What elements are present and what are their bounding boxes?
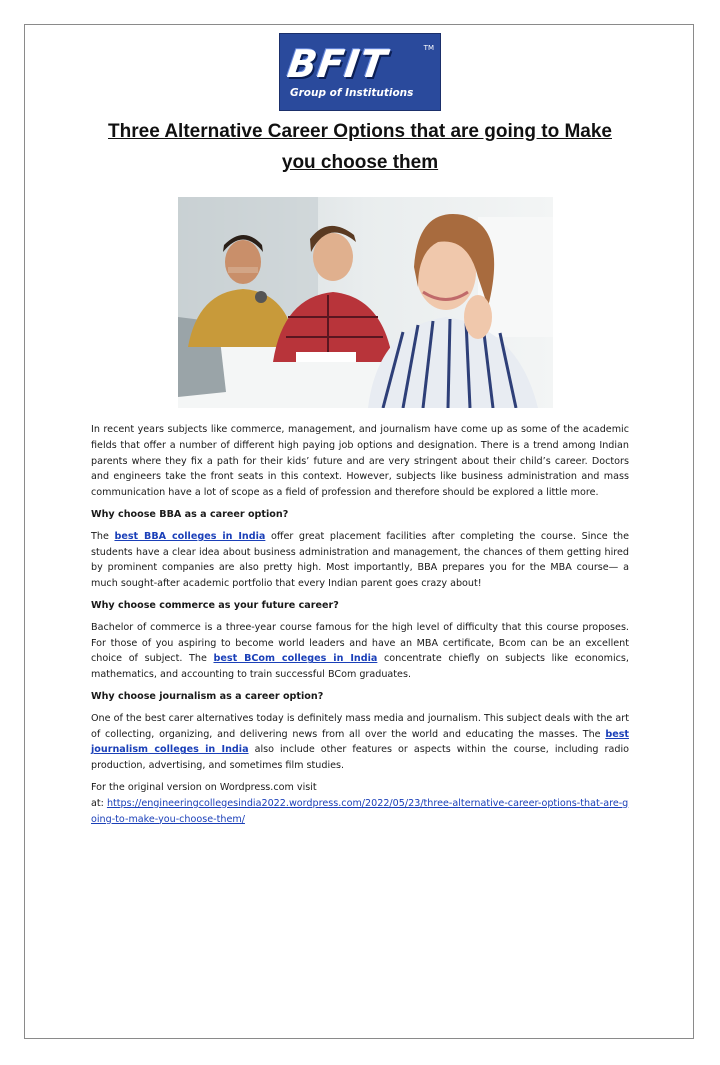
section-paragraph-commerce	[91, 620, 629, 683]
source-intro: For the original version on Wordpress.com visit	[91, 781, 317, 793]
intro-paragraph: In recent years subjects like commerce, management, and journalism have come up as some of the academic fields that offer a number of different high paying job options and designation. There is a trend among Indian parents where they fix a path for their kids’ future and are very stringent about their child’s career. Doctors and engineers take the front seats in this context. However, subjects like business administration and mass communication have a lot of scope as a field of profession and therefore should be explored a little more.	[91, 424, 629, 499]
source-url-link[interactable]: https://engineeringcollegesindia2022.wordpress.com/2022/05/23/three-alternative-career-options-that-are-going-to-make-you-choose-them/	[91, 797, 629, 825]
text-run: Bachelor of commerce is a three-year course famous for the high level of difficulty that this course proposes. For those of you aspiring to become world leaders and have an MBA certificate, Bcom can be an excellent choice of subject. The	[91, 621, 629, 665]
source-at: at:	[91, 797, 107, 809]
hero-image	[178, 197, 553, 408]
article-body	[91, 422, 629, 833]
article-title: Three Alternative Career Options that are going to Make you choose them	[108, 121, 612, 173]
section-paragraph-journalism	[91, 711, 629, 774]
text-run: also include other features or aspects within the course, including radio production, advertising, and sometimes film studies.	[91, 744, 629, 772]
link-best-journalism-colleges[interactable]: best journalism colleges in India	[91, 728, 629, 756]
link-best-bcom-colleges[interactable]: best BCom colleges in India	[213, 653, 378, 665]
text-run: offer great placement facilities after completing the course. Since the students have a clear idea about business administration and management, the chances of them getting hired by prominent companies are also pretty high. Most importantly, BBA prepares you for the MBA course— a much sought-after academic portfolio that every Indian parent goes crazy about!	[91, 530, 629, 590]
text-run: concentrate chiefly on subjects like economics, mathematics, and accounting to train successful BCom graduates.	[91, 653, 629, 681]
link-best-bba-colleges[interactable]: best BBA colleges in India	[114, 530, 266, 542]
text-run: The	[91, 530, 115, 542]
section-heading-journalism: Why choose journalism as a career option?	[91, 690, 324, 702]
logo-wordmark: BFIT	[284, 42, 391, 86]
section-heading-bba: Why choose BBA as a career option?	[91, 508, 289, 520]
bfit-logo	[279, 33, 441, 111]
section-heading-commerce: Why choose commerce as your future career?	[91, 599, 339, 611]
section-paragraph-bba	[91, 529, 629, 592]
logo-trademark: TM	[423, 44, 434, 52]
logo-subtitle: Group of Institutions	[290, 87, 414, 99]
text-run: One of the best carer alternatives today is definitely mass media and journalism. This subject deals with the art of collecting, organizing, and delivering news from all over the world and educating the masses. The	[91, 712, 629, 740]
source-note	[91, 780, 629, 827]
